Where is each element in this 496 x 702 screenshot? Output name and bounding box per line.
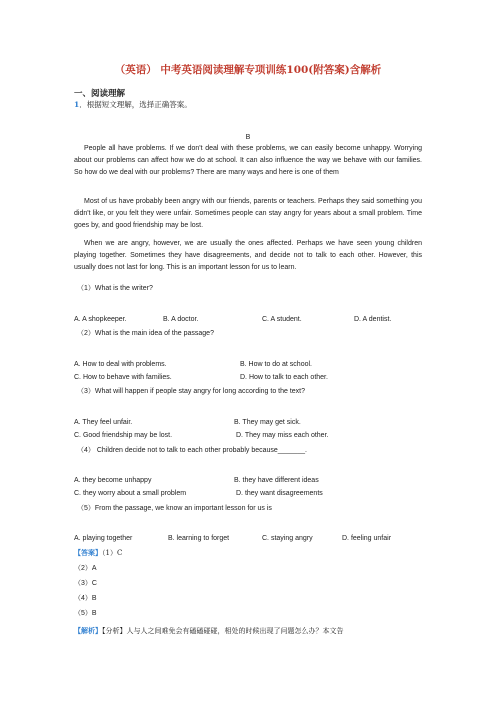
q4-option-a[interactable]: A. they become unhappy — [74, 477, 152, 484]
q3-option-d[interactable]: D. They may miss each other. — [236, 432, 329, 439]
q2-option-a[interactable]: A. How to deal with problems. — [74, 361, 167, 368]
paragraph-3 — [74, 238, 422, 275]
answer-5: （5）B — [74, 610, 97, 617]
analysis-tag: 【解析】 — [74, 626, 102, 635]
section-heading: 一、阅读理解 — [74, 89, 126, 99]
question-5-stem: （5）From the passage, we know an important lesson for us is — [77, 505, 272, 512]
q5-option-a[interactable]: A. playing together — [74, 535, 133, 542]
instruction-text: ．根据短文理解，选择正确答案。 — [79, 100, 192, 109]
q2-option-b[interactable]: B. How to do at school. — [240, 361, 312, 368]
q5-option-b[interactable]: B. learning to forget — [168, 535, 230, 542]
paragraph-2-text: Most of us have probably been angry with our friends, parents or teachers. Perhaps they said something you didn't like, or you felt they were unfair. Sometimes people can stay angry for years about a small problem. Time goes by, and good friendship may be lost. — [74, 198, 422, 230]
analysis-text: 【分析】人与人之间难免会有磕磕碰碰，相处的时候出现了问题怎么办？本文告 — [102, 627, 344, 635]
q1-option-b[interactable]: B. A doctor. — [163, 316, 199, 323]
instruction-line — [74, 99, 192, 110]
answer-first: （1）C — [102, 549, 123, 557]
paragraph-2 — [74, 196, 422, 233]
q1-option-d[interactable]: D. A dentist. — [354, 316, 392, 323]
q1-option-a[interactable]: A. A shopkeeper. — [74, 316, 127, 323]
q3-option-c[interactable]: C. Good friendship may be lost. — [74, 432, 173, 439]
answer-2: （2）A — [74, 565, 97, 572]
answer-3: （3）C — [74, 580, 97, 587]
question-2-stem: （2）What is the main idea of the passage? — [77, 330, 214, 337]
paragraph-1-text: People all have problems. If we don't deal with these problems, we can easily become unhappy. Worrying about our problems can affect how we do at school. It can also influence the way we behave with our families. So how do we deal with our problems? There are many ways and here is one of them — [74, 145, 422, 177]
paragraph-1 — [74, 143, 422, 180]
question-1-stem: （1）What is the writer? — [77, 285, 153, 292]
document-title: （英语） 中考英语阅读理解专项训练100(附答案)含解析 — [114, 64, 382, 76]
analysis-line — [74, 626, 344, 636]
question-4-stem: （4） Children decide not to talk to each other probably because_______. — [77, 447, 307, 454]
paragraph-3-text: When we are angry, however, we are usually the ones affected. Perhaps we have seen young children playing together. Sometimes they have disagreements, and decide not to talk to each other. However, this usually does not last for long. This is an important lesson for us to learn. — [74, 240, 422, 272]
q4-option-d[interactable]: D. they want disagreements — [236, 490, 323, 497]
q5-option-d[interactable]: D. feeling unfair — [342, 535, 392, 542]
q4-option-c[interactable]: C. they worry about a small problem — [74, 490, 187, 497]
answer-4: （4）B — [74, 595, 97, 602]
passage-label: B — [245, 134, 251, 141]
instruction-number: 1 — [74, 100, 80, 109]
q5-option-c[interactable]: C. staying angry — [262, 535, 313, 542]
q2-option-d[interactable]: D. How to talk to each other. — [240, 374, 328, 381]
q4-option-b[interactable]: B. they have different ideas — [234, 477, 319, 484]
answer-line — [74, 548, 122, 558]
q3-option-b[interactable]: B. They may get sick. — [234, 419, 301, 426]
q3-option-a[interactable]: A. They feel unfair. — [74, 419, 133, 426]
q1-option-c[interactable]: C. A student. — [262, 316, 302, 323]
q2-option-c[interactable]: C. How to behave with families. — [74, 374, 172, 381]
answer-tag: 【答案】 — [74, 548, 102, 557]
question-3-stem: （3）What will happen if people stay angry for long according to the text? — [77, 388, 306, 395]
